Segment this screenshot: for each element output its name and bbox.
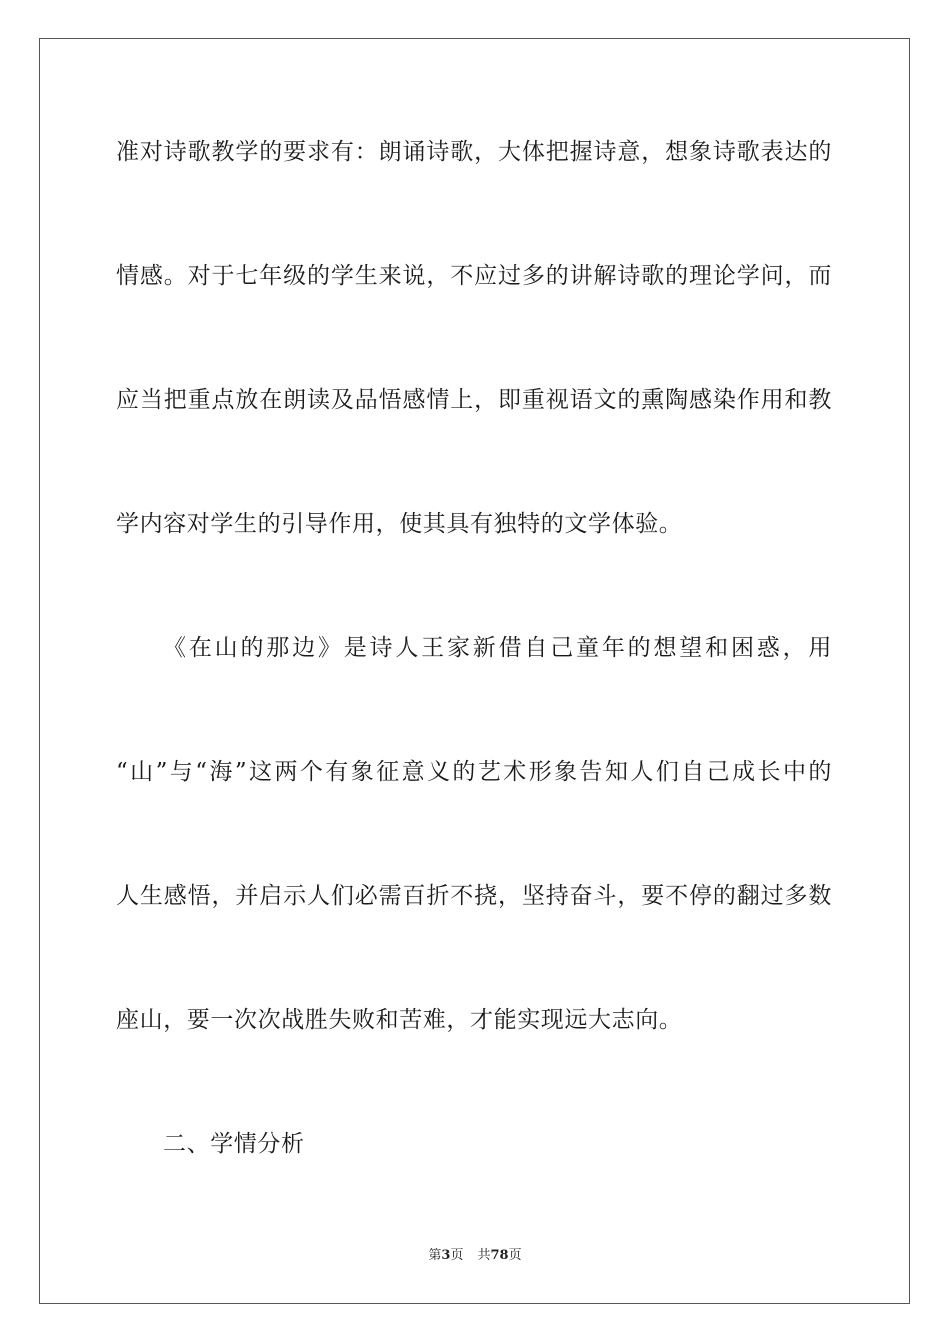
body-text-line: 准对诗歌教学的要求有：朗诵诗歌，大体把握诗意，想象诗歌表达的 bbox=[116, 139, 832, 165]
page-prefix: 第 bbox=[428, 1248, 442, 1263]
page-suffix: 页 bbox=[450, 1248, 464, 1263]
body-text-line: “山”与“海”这两个有象征意义的艺术形象告知人们自己成长中的 bbox=[116, 759, 832, 785]
body-text-line: 学内容对学生的引导作用，使其具有独特的文学体验。 bbox=[116, 511, 683, 537]
body-text-line: 人生感悟，并启示人们必需百折不挠，坚持奋斗，要不停的翻过多数 bbox=[116, 883, 832, 909]
body-text-line: 座山，要一次次战胜失败和苦难，才能实现远大志向。 bbox=[116, 1007, 683, 1033]
total-suffix: 页 bbox=[508, 1248, 522, 1263]
page-border bbox=[39, 38, 910, 1304]
page-footer bbox=[0, 1248, 950, 1264]
body-text-line: 应当把重点放在朗读及品悟感情上，即重视语文的熏陶感染作用和教 bbox=[116, 387, 832, 413]
section-heading: 二、学情分析 bbox=[163, 1131, 305, 1157]
body-text-line: 情感。对于七年级的学生来说，不应过多的讲解诗歌的理论学问，而 bbox=[116, 263, 832, 289]
page-number: 3 bbox=[441, 1248, 451, 1263]
total-prefix: 共 bbox=[477, 1248, 491, 1263]
paragraph-first-line: 《在山的那边》是诗人王家新借自己童年的想望和困惑，用 bbox=[163, 635, 832, 661]
total-pages: 78 bbox=[490, 1248, 509, 1263]
